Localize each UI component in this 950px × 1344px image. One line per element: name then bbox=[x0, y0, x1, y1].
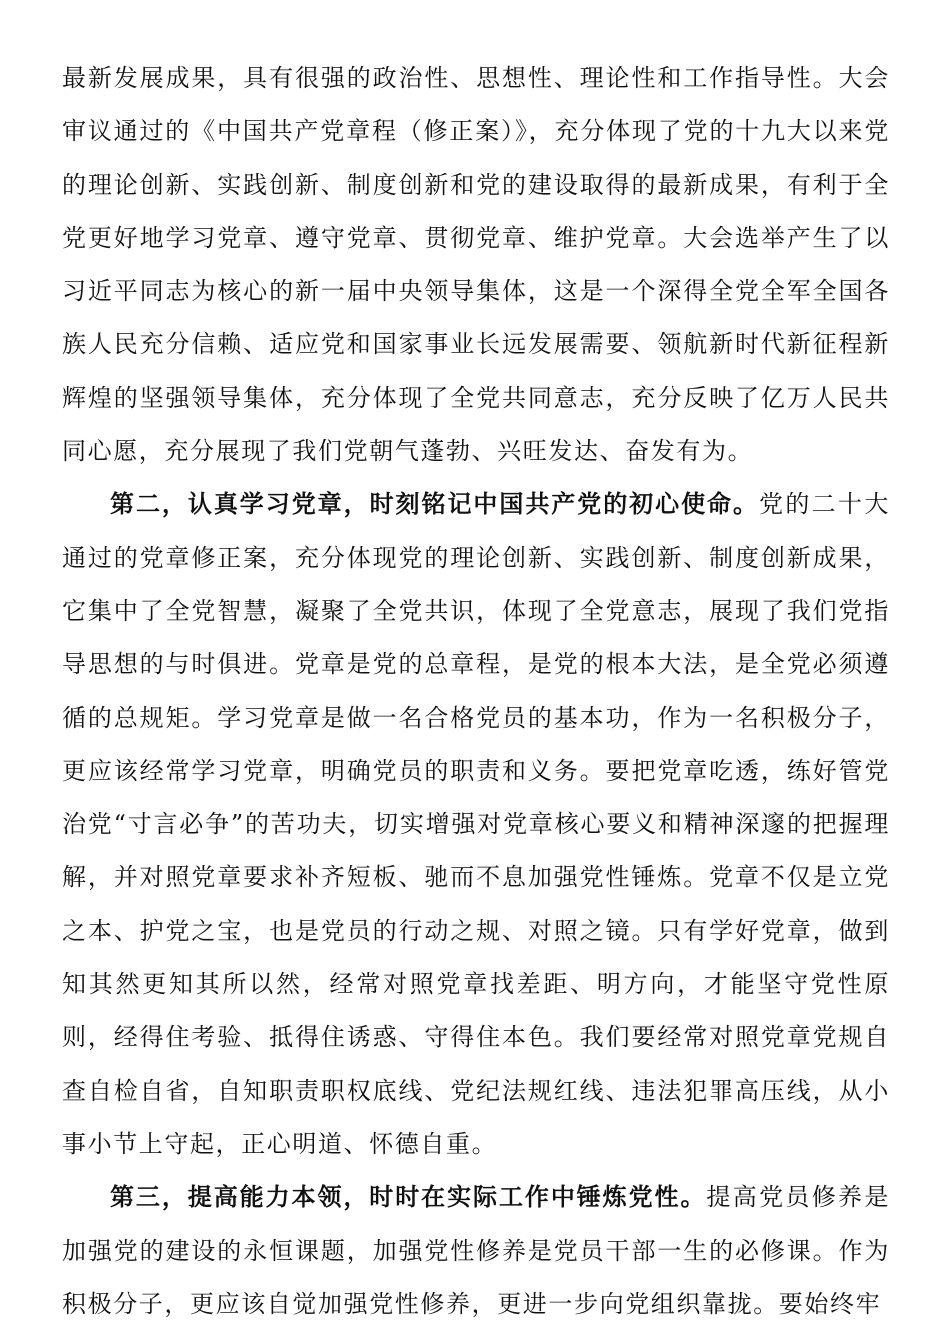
paragraph-heading: 第二，认真学习党章，时刻铭记中国共产党的初心使命。 bbox=[110, 490, 759, 519]
paragraph-third-point bbox=[62, 1171, 890, 1331]
paragraph-heading: 第三，提高能力本领，时时在实际工作中锤炼党性。 bbox=[110, 1183, 707, 1212]
paragraph-text: 提高党员修养是加强党的建设的永恒课题，加强党性修养是党员干部一生的必修课。作为积极分子，更应该自觉加强党性修养，更进一步向党组织靠拢。要始终牢 bbox=[62, 1183, 890, 1318]
paragraph-text: 党的二十大通过的党章修正案，充分体现党的理论创新、实践创新、制度创新成果，它集中了全党智慧，凝聚了全党共识，体现了全党意志，展现了我们党指导思想的与时俱进。党章是党的总章程，是党的根本大法，是全党必须遵循的总规矩。学习党章是做一名合格党员的基本功，作为一名积极分子，更应该经常学习党章，明确党员的职责和义务。要把党章吃透，练好管党治党“寸言必争”的苦功夫，切实增强对党章核心要义和精神深邃的把握理解，并对照党章要求补齐短板、驰而不息加强党性锤炼。党章不仅是立党之本、护党之宝，也是党员的行动之规、对照之镜。只有学好党章，做到知其然更知其所以然，经常对照党章找差距、明方向，才能坚守党性原则，经得住考验、抵得住诱惑、守得住本色。我们要经常对照党章党规自查自检自省，自知职责职权底线、党纪法规红线、违法犯罪高压线，从小事小节上守起，正心明道、怀德自重。 bbox=[62, 490, 891, 1158]
paragraph-text: 最新发展成果，具有很强的政治性、思想性、理论性和工作指导性。大会审议通过的《中国共产党章程（修正案）》，充分体现了党的十九大以来党的理论创新、实践创新、制度创新和党的建设取得的最新成果，有利于全党更好地学习党章、遵守党章、贯彻党章、维护党章。大会选举产生了以习近平同志为核心的新一届中央领导集体，这是一个深得全党全军全国各族人民充分信赖、适应党和国家事业长远发展需要、领航新时代新征程新辉煌的坚强领导集体，充分体现了全党共同意志，充分反映了亿万人民共同心愿，充分展现了我们党朝气蓬勃、兴旺发达、奋发有为。 bbox=[62, 64, 890, 466]
document-page bbox=[62, 52, 890, 1331]
paragraph-second-point bbox=[62, 478, 890, 1171]
paragraph-continued bbox=[62, 52, 890, 478]
